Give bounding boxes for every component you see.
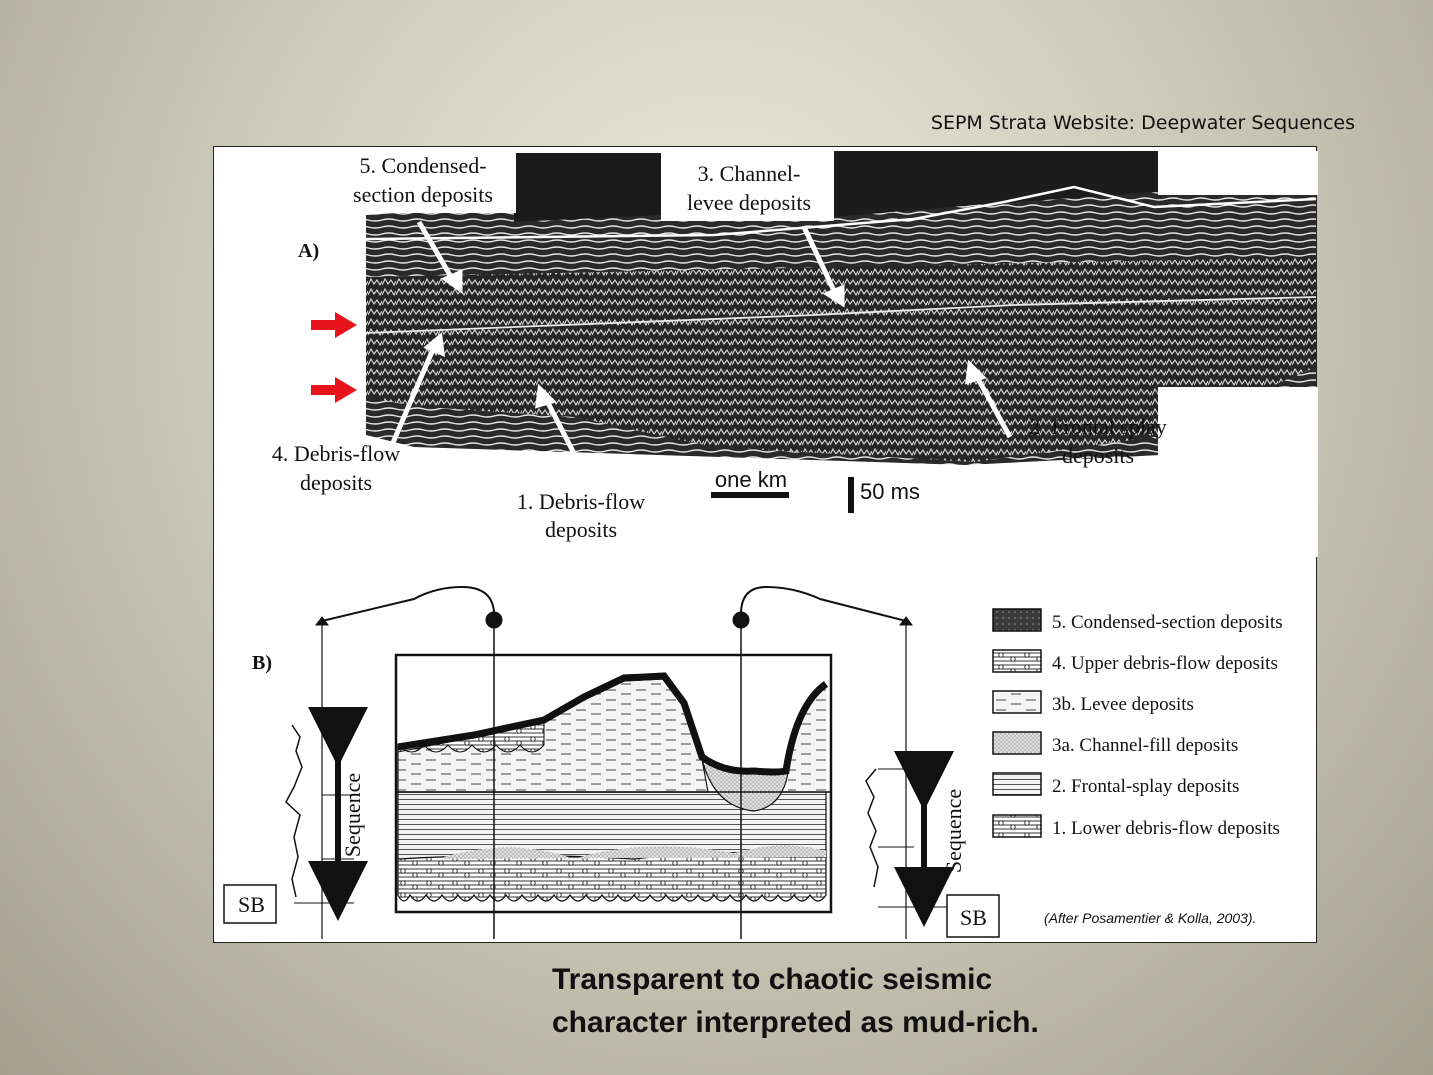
sequence-label-right: Sequence	[941, 788, 966, 874]
source-label: SEPM Strata Website: Deepwater Sequences	[930, 112, 1355, 134]
legend-item-frontal-splay	[993, 773, 1239, 797]
sb-label-left: SB	[238, 892, 265, 917]
annotation-debris-lower-line1: 1. Debris-flow	[516, 489, 646, 514]
citation: (After Posamentier & Kolla, 2003).	[1044, 910, 1257, 926]
sequence-label-left: Sequence	[340, 772, 365, 858]
annotation-frontal-splay-line2: deposits	[1061, 443, 1135, 468]
legend-label-frontal-splay: 2. Frontal-splay deposits	[1052, 776, 1240, 797]
annotation-condensed-line2: section deposits	[353, 182, 493, 207]
legend-item-levee	[993, 691, 1194, 715]
legend-swatch-levee	[993, 691, 1041, 713]
annotation-debris-upper-line1: 4. Debris-flow	[271, 441, 401, 466]
caption	[552, 958, 1252, 1044]
caption-line-1: Transparent to chaotic seismic	[552, 963, 993, 996]
figure-panel	[213, 146, 1317, 943]
legend-swatch-lower-debris	[993, 815, 1041, 837]
legend-label-levee: 3b. Levee deposits	[1052, 694, 1194, 715]
sb-label-right: SB	[960, 905, 987, 930]
annotation-channel-levee-line1: 3. Channel-	[697, 161, 801, 186]
legend-item-upper-debris	[993, 650, 1278, 674]
legend-swatch-upper-debris	[993, 650, 1041, 672]
panel-a-label: A)	[298, 240, 320, 262]
annotation-channel-levee-line2: levee deposits	[686, 190, 812, 215]
scale-km-label: one km	[714, 467, 788, 492]
legend-label-condensed: 5. Condensed-section deposits	[1052, 612, 1283, 633]
legend-item-condensed	[993, 609, 1283, 633]
block-diagram	[396, 655, 831, 912]
scale-ms-label: 50 ms	[860, 479, 920, 504]
legend-swatch-channel-fill	[993, 732, 1041, 754]
panel-b-label: B)	[252, 652, 272, 674]
legend-item-lower-debris	[993, 815, 1280, 839]
annotation-frontal-splay-line1: 2. Frontal splay	[1029, 414, 1167, 439]
legend-item-channel-fill	[993, 732, 1238, 756]
legend-label-lower-debris: 1. Lower debris-flow deposits	[1052, 818, 1280, 839]
legend-label-upper-debris: 4. Upper debris-flow deposits	[1052, 653, 1278, 674]
legend-swatch-frontal-splay	[993, 773, 1041, 795]
annotation-debris-lower-line2: deposits	[544, 517, 618, 542]
caption-line-2: character interpreted as mud-rich.	[552, 1006, 1039, 1039]
scale-bar-km	[711, 467, 789, 498]
legend-swatch-condensed	[993, 609, 1041, 631]
annotation-debris-upper-line2: deposits	[299, 470, 373, 495]
legend-label-channel-fill: 3a. Channel-fill deposits	[1052, 735, 1239, 756]
annotation-condensed-line1: 5. Condensed-	[359, 153, 487, 178]
legend	[993, 609, 1283, 839]
